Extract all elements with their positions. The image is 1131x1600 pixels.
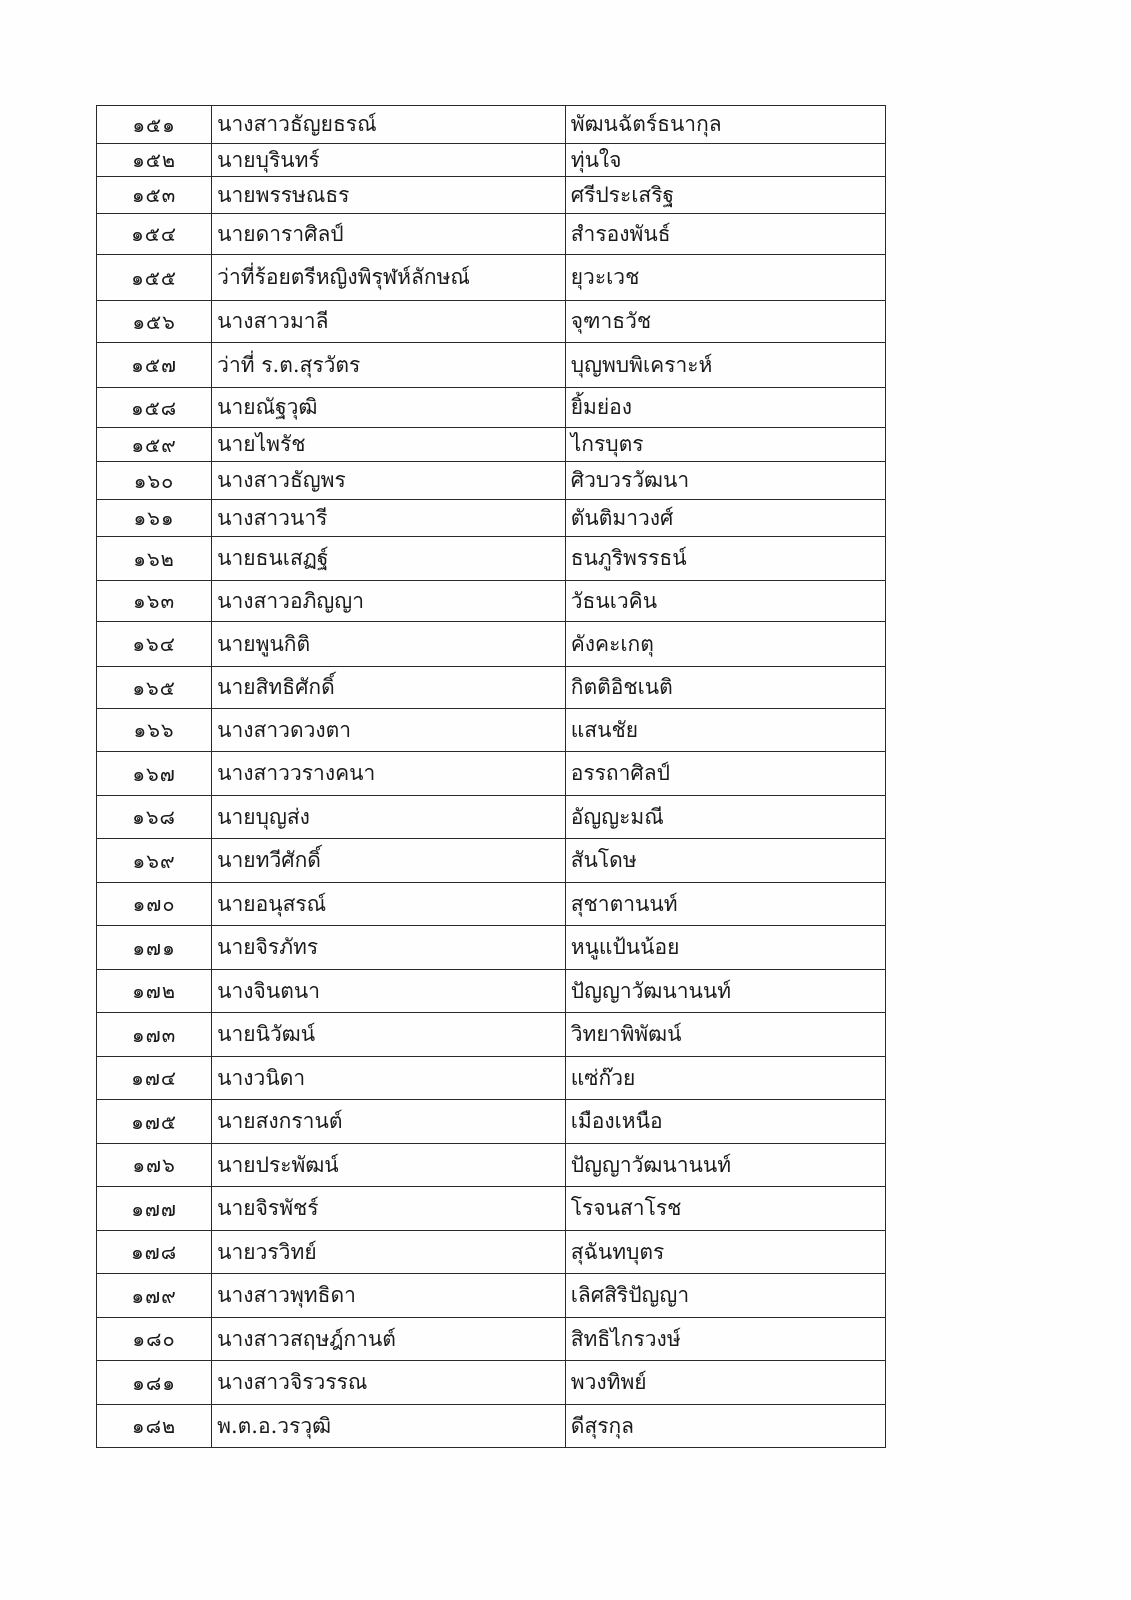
- last-name: ดีสุรกุล: [565, 1405, 885, 1448]
- table-row: [97, 709, 886, 752]
- last-name: กิตติอิชเนติ: [565, 667, 885, 709]
- table-row: [97, 1013, 886, 1057]
- row-number: ๑๗๔: [97, 1057, 212, 1100]
- table-row: [97, 667, 886, 709]
- last-name: อัญญะมณี: [565, 796, 885, 839]
- row-number: ๑๘๐: [97, 1318, 212, 1361]
- first-name: นางวนิดา: [212, 1057, 566, 1100]
- first-name: นายณัฐวุฒิ: [212, 388, 566, 428]
- first-name: นางสาวนารี: [212, 500, 566, 537]
- table-row: [97, 926, 886, 970]
- table-row: [97, 883, 886, 926]
- last-name: แสนชัย: [565, 709, 885, 752]
- last-name: สุฉันทบุตร: [565, 1231, 885, 1274]
- last-name: พัฒนฉัตร์ธนากุล: [565, 106, 885, 144]
- name-list-table: [96, 105, 886, 1448]
- row-number: ๑๕๙: [97, 428, 212, 462]
- last-name: อรรถาศิลป์: [565, 752, 885, 796]
- first-name: ว่าที่ร้อยตรีหญิงพิรุฬห์ลักษณ์: [212, 255, 566, 301]
- last-name: วัธนเวคิน: [565, 581, 885, 622]
- first-name: พ.ต.อ.วรวุฒิ: [212, 1405, 566, 1448]
- row-number: ๑๗๘: [97, 1231, 212, 1274]
- last-name: พวงทิพย์: [565, 1361, 885, 1405]
- table-row: [97, 839, 886, 883]
- row-number: ๑๕๘: [97, 388, 212, 428]
- table-row: [97, 970, 886, 1013]
- row-number: ๑๘๑: [97, 1361, 212, 1405]
- table-row: [97, 255, 886, 301]
- row-number: ๑๖๗: [97, 752, 212, 796]
- row-number: ๑๘๒: [97, 1405, 212, 1448]
- first-name: นายนิวัฒน์: [212, 1013, 566, 1057]
- row-number: ๑๖๒: [97, 537, 212, 581]
- table-row: [97, 214, 886, 255]
- first-name: นายไพรัช: [212, 428, 566, 462]
- first-name: นางสาวพุทธิดา: [212, 1274, 566, 1318]
- last-name: โรจนสาโรช: [565, 1187, 885, 1231]
- last-name: คังคะเกตุ: [565, 622, 885, 667]
- table-row: [97, 388, 886, 428]
- table-row: [97, 1144, 886, 1187]
- table-row: [97, 1231, 886, 1274]
- last-name: ปัญญาวัฒนานนท์: [565, 1144, 885, 1187]
- row-number: ๑๗๕: [97, 1100, 212, 1144]
- row-number: ๑๕๗: [97, 343, 212, 388]
- table-row: [97, 622, 886, 667]
- first-name: นายดาราศิลป์: [212, 214, 566, 255]
- last-name: ไกรบุตร: [565, 428, 885, 462]
- last-name: ศรีประเสริฐ: [565, 177, 885, 214]
- last-name: เลิศสิริปัญญา: [565, 1274, 885, 1318]
- table-row: [97, 500, 886, 537]
- first-name: นายจิรภัทร: [212, 926, 566, 970]
- first-name: นางสาวอภิญญา: [212, 581, 566, 622]
- first-name: นายธนเสฏฐ์: [212, 537, 566, 581]
- table-row: [97, 581, 886, 622]
- first-name: นายพูนกิติ: [212, 622, 566, 667]
- last-name: ศิวบวรวัฒนา: [565, 462, 885, 500]
- row-number: ๑๖๕: [97, 667, 212, 709]
- last-name: ตันติมาวงศ์: [565, 500, 885, 537]
- last-name: สุชาตานนท์: [565, 883, 885, 926]
- table-row: [97, 1318, 886, 1361]
- last-name: ยุวะเวช: [565, 255, 885, 301]
- table-row: [97, 177, 886, 214]
- last-name: แซ่ก๊วย: [565, 1057, 885, 1100]
- row-number: ๑๕๒: [97, 144, 212, 177]
- last-name: ทุ่นใจ: [565, 144, 885, 177]
- row-number: ๑๗๗: [97, 1187, 212, 1231]
- last-name: สำรองพันธ์: [565, 214, 885, 255]
- first-name: นายจิรพัชร์: [212, 1187, 566, 1231]
- first-name: นายสิทธิศักดิ์: [212, 667, 566, 709]
- first-name: นางสาวดวงตา: [212, 709, 566, 752]
- first-name: นายอนุสรณ์: [212, 883, 566, 926]
- first-name: นางสาวธัญยธรณ์: [212, 106, 566, 144]
- row-number: ๑๖๘: [97, 796, 212, 839]
- row-number: ๑๖๖: [97, 709, 212, 752]
- table-row: [97, 106, 886, 144]
- row-number: ๑๗๒: [97, 970, 212, 1013]
- table-row: [97, 796, 886, 839]
- table-row: [97, 1361, 886, 1405]
- table-row: [97, 752, 886, 796]
- first-name: นายทวีศักดิ์: [212, 839, 566, 883]
- first-name: นางสาววรางคนา: [212, 752, 566, 796]
- last-name: ธนภูริพรรธน์: [565, 537, 885, 581]
- row-number: ๑๖๓: [97, 581, 212, 622]
- last-name: หนูแป้นน้อย: [565, 926, 885, 970]
- first-name: นายบุรินทร์: [212, 144, 566, 177]
- table-row: [97, 1274, 886, 1318]
- table-row: [97, 1100, 886, 1144]
- first-name: ว่าที่ ร.ต.สุรวัตร: [212, 343, 566, 388]
- row-number: ๑๗๙: [97, 1274, 212, 1318]
- row-number: ๑๕๑: [97, 106, 212, 144]
- last-name: สิทธิไกรวงษ์: [565, 1318, 885, 1361]
- last-name: จุฑาธวัช: [565, 301, 885, 343]
- row-number: ๑๖๔: [97, 622, 212, 667]
- row-number: ๑๗๓: [97, 1013, 212, 1057]
- row-number: ๑๖๐: [97, 462, 212, 500]
- last-name: วิทยาพิพัฒน์: [565, 1013, 885, 1057]
- row-number: ๑๕๔: [97, 214, 212, 255]
- first-name: นางสาวมาลี: [212, 301, 566, 343]
- first-name: นายวรวิทย์: [212, 1231, 566, 1274]
- row-number: ๑๗๑: [97, 926, 212, 970]
- row-number: ๑๗๐: [97, 883, 212, 926]
- row-number: ๑๖๙: [97, 839, 212, 883]
- first-name: นายพรรษณธร: [212, 177, 566, 214]
- first-name: นางจินตนา: [212, 970, 566, 1013]
- first-name: นายประพัฒน์: [212, 1144, 566, 1187]
- first-name: นางสาวธัญพร: [212, 462, 566, 500]
- table-row: [97, 1405, 886, 1448]
- last-name: ปัญญาวัฒนานนท์: [565, 970, 885, 1013]
- first-name: นายบุญส่ง: [212, 796, 566, 839]
- table-row: [97, 343, 886, 388]
- table-row: [97, 301, 886, 343]
- row-number: ๑๗๖: [97, 1144, 212, 1187]
- first-name: นางสาวสฤษฎ์กานต์: [212, 1318, 566, 1361]
- table-row: [97, 1057, 886, 1100]
- last-name: ยิ้มย่อง: [565, 388, 885, 428]
- row-number: ๑๖๑: [97, 500, 212, 537]
- table-row: [97, 537, 886, 581]
- table-row: [97, 1187, 886, 1231]
- row-number: ๑๕๖: [97, 301, 212, 343]
- first-name: นางสาวจิรวรรณ: [212, 1361, 566, 1405]
- last-name: เมืองเหนือ: [565, 1100, 885, 1144]
- row-number: ๑๕๓: [97, 177, 212, 214]
- table-row: [97, 144, 886, 177]
- last-name: สันโดษ: [565, 839, 885, 883]
- name-list-body: [97, 106, 886, 1448]
- last-name: บุญพบพิเคราะห์: [565, 343, 885, 388]
- table-row: [97, 428, 886, 462]
- row-number: ๑๕๕: [97, 255, 212, 301]
- table-row: [97, 462, 886, 500]
- first-name: นายสงกรานต์: [212, 1100, 566, 1144]
